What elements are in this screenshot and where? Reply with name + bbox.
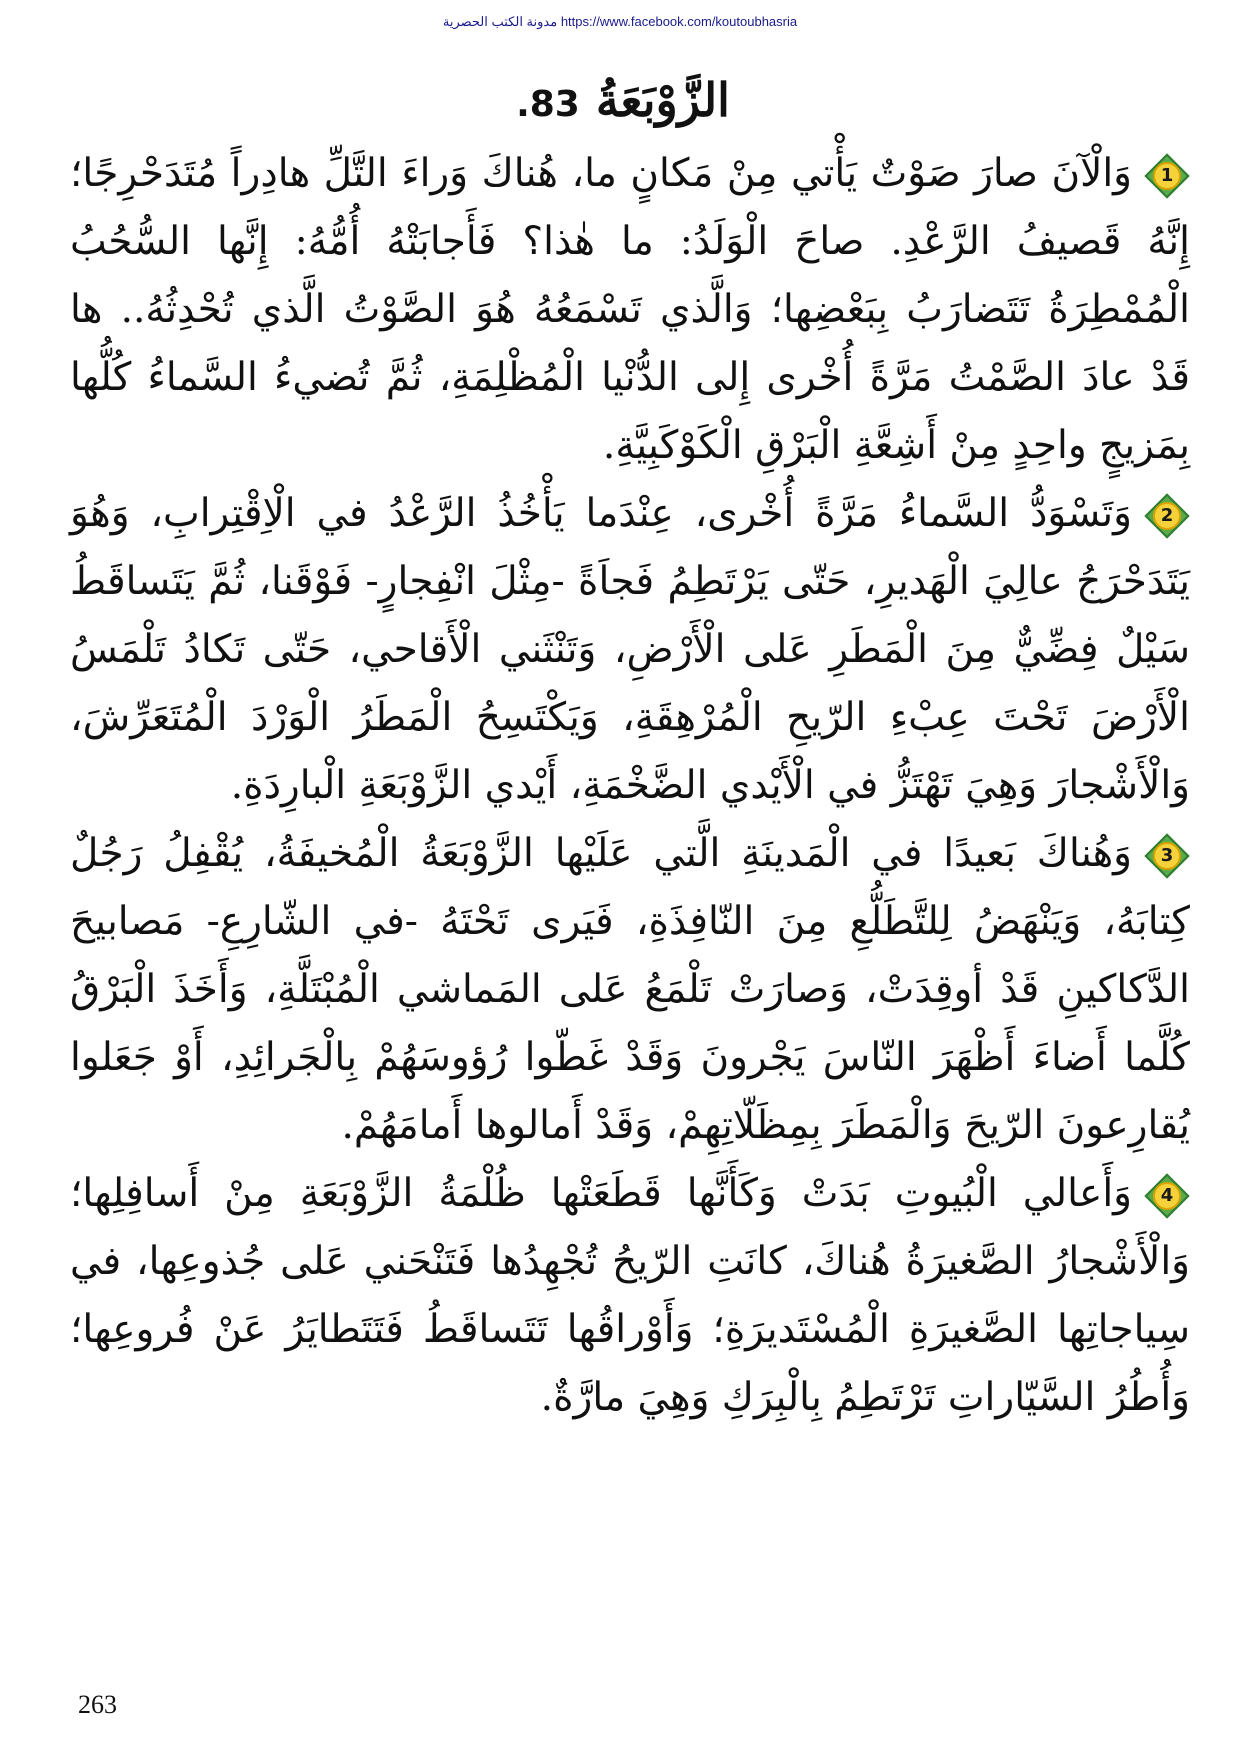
paragraph-number: 2 [1153, 502, 1181, 530]
title-number: 83. [516, 84, 580, 125]
paragraph-number-badge [1144, 153, 1190, 199]
paragraph-number: 4 [1153, 1182, 1181, 1210]
paragraph-1 [70, 140, 1190, 480]
paragraph-text: وَأَعالي الْبُيوتِ بَدَتْ وَكَأَنَّها قَطَعَتْها ظُلْمَةُ الزَّوْبَعَةِ مِنْ أَسافِلِها؛ وَالْأَشْجارُ الصَّغيرَةُ هُناكَ، كانَتِ الرّيحُ تُجْهِدُها فَتَنْحَني عَلى جُذوعِها، في سِياجاتِها الصَّغيرَةِ الْمُسْتَديرَةِ؛ وَأَوْراقُها تَتَساقَطُ فَتَتَطايَرُ عَنْ فُروعِها؛ وَأُطُرُ السَّيّاراتِ تَرْتَطِمُ بِالْبِرَكِ وَهِيَ مارَّةٌ. [70, 1171, 1190, 1420]
paragraph-number: 1 [1153, 162, 1181, 190]
paragraph-number-badge [1144, 493, 1190, 539]
paragraph-text: وَهُناكَ بَعيدًا في الْمَدينَةِ الَّتي عَلَيْها الزَّوْبَعَةُ الْمُخيفَةُ، يُقْفِلُ رَجُلٌ كِتابَهُ، وَيَنْهَضُ لِلتَّطَلُّعِ مِنَ النّافِذَةِ، فَيَرى تَحْتَهُ -في الشّارِعِ- مَصابيحَ الدَّكاكينِ قَدْ أوقِدَتْ، وَصارَتْ تَلْمَعُ عَلى المَماشي الْمُبْتَلَّةِ، وَأَخَذَ الْبَرْقُ كُلَّما أَضاءَ أَظْهَرَ النّاسَ يَجْرونَ وَقَدْ غَطّوا رُؤوسَهُمْ بِالْجَرائِدِ، أَوْ جَعَلوا يُقارِعونَ الرّيحَ وَالْمَطَرَ بِمِظَلّاتِهِمْ، وَقَدْ أَمالوها أَمامَهُمْ. [70, 831, 1190, 1148]
page-title [0, 70, 1240, 135]
paragraph-text: وَالْآنَ صارَ صَوْتٌ يَأْتي مِنْ مَكانٍ ما، هُناكَ وَراءَ التَّلِّ هادِراً مُتَدَحْرِجًا؛ إِنَّهُ قَصيفُ الرَّعْدِ. صاحَ الْوَلَدُ: ما هٰذا؟ فَأَجابَتْهُ أُمُّهُ: إِنَّها السُّحُبُ الْمُمْطِرَةُ تَتَضارَبُ بِبَعْضِها؛ وَالَّذي تَسْمَعُهُ هُوَ الصَّوْتُ الَّذي تُحْدِثُهُ.. ها قَدْ عادَ الصَّمْتُ مَرَّةً أُخْرى إِلى الدُّنْيا الْمُظْلِمَةِ، ثُمَّ تُضيءُ السَّماءُ كُلُّها بِمَزيجٍ واحِدٍ مِنْ أَشِعَّةِ الْبَرْقِ الْكَوْكَبِيَّةِ. [70, 151, 1190, 468]
paragraph-number-badge [1144, 1173, 1190, 1219]
paragraph-text: وَتَسْوَدُّ السَّماءُ مَرَّةً أُخْرى، عِنْدَما يَأْخُذُ الرَّعْدُ في الْاِقْتِرابِ، وَهُوَ يَتَدَحْرَجُ عالِيَ الْهَديرِ، حَتّى يَرْتَطِمُ فَجاَةً -مِثْلَ انْفِجارٍ- فَوْقَنا، ثُمَّ يَتَساقَطُ سَيْلٌ فِضِّيٌّ مِنَ الْمَطَرِ عَلى الْأَرْضِ، وَتَنْثَني الْأَقاحي، حَتّى تَكادُ تَلْمَسُ الْأَرْضَ تَحْتَ عِبْءِ الرّيحِ الْمُرْهِقَةِ، وَيَكْتَسِحُ الْمَطَرُ الْوَرْدَ الْمُتَعَرِّشَ، وَالْأَشْجارَ وَهِيَ تَهْتَزُّ في الْأَيْدي الضَّخْمَةِ، أَيْدي الزَّوْبَعَةِ الْبارِدَةِ. [70, 491, 1190, 808]
paragraph-number-badge [1144, 833, 1190, 879]
paragraph-2 [70, 480, 1190, 820]
paragraph-3 [70, 820, 1190, 1160]
paragraph-4 [70, 1160, 1190, 1432]
title-text: الزَّوْبَعَةُ [595, 73, 730, 127]
source-url[interactable]: https://www.facebook.com/koutoubhasria مدونة الكتب الحصرية [442, 14, 798, 29]
paragraph-number: 3 [1153, 842, 1181, 870]
story-body [70, 140, 1190, 1432]
page-number: 263 [78, 1690, 117, 1719]
